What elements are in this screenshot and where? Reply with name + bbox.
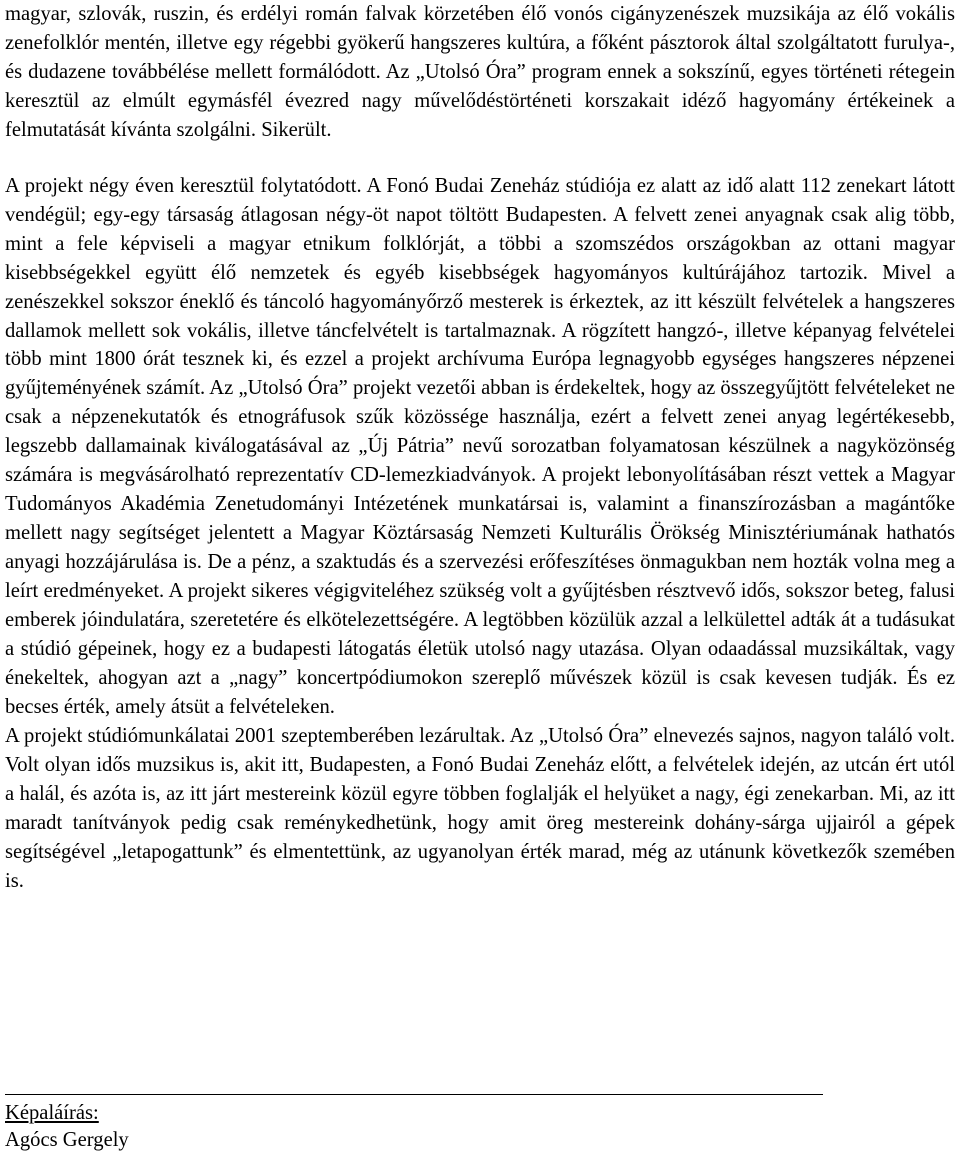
paragraph-3: A projekt stúdiómunkálatai 2001 szeptemberében lezárultak. Az „Utolsó Óra” elnevezés sajnos, nagyon találó volt. Volt olyan idős muzsikus is, akit itt, Budapesten, a Fonó Budai Zeneház előtt, a felvételek idején, az utcán ért utól a halál, és azóta is, az itt járt mestereink közül egyre többen foglalják el helyüket a nagy, égi zenekarban. Mi, az itt maradt tanítványok pedig csak reménykedhetünk, hogy amit öreg mestereink dohány-sárga ujjairól a gépek segítségével „letapogattunk” és elmentettünk, az ugyanolyan érték marad, még az utánunk következők szemében is.	[5, 724, 955, 892]
paragraph-gap	[5, 145, 955, 172]
document-body	[5, 0, 955, 896]
caption-label: Képaláírás:	[5, 1102, 99, 1124]
paragraph-2: A projekt négy éven keresztül folytatódott. A Fonó Budai Zeneház stúdiója ez alatt az idő alatt 112 zenekart látott vendégül; egy-egy társaság átlagosan négy-öt napot töltött Budapesten. A felvett zenei anyagnak csak alig több, mint a fele képviseli a magyar etnikum folklórját, a többi a szomszédos országokban az ottani magyar kisebbségekkel együtt élő nemzetek és egyéb kisebbségek hagyományos kultúrájához tartozik. Mivel a zenészekkel sokszor éneklő és táncoló hagyományőrző mesterek is érkeztek, az itt készült felvételek a hangszeres dallamok mellett sok vokális, illetve táncfelvételt is tartalmaznak. A rögzített hangzó-, illetve képanyag felvételei több mint 1800 órát tesznek ki, és ezzel a projekt archívuma Európa legnagyobb egységes hangszeres népzenei gyűjteményének számít. Az „Utolsó Óra” projekt vezetői abban is érdekeltek, hogy az összegyűjtött felvételeket ne csak a népzenekutatók és etnográfusok szűk közössége használja, ezért a felvett zenei anyag legértékesebb, legszebb dallamainak kiválogatásával az „Új Pátria” nevű sorozatban folyamatosan készülnek a nagyközönség számára is megvásárolható reprezentatív CD-lemezkiadványok. A projekt lebonyolításában részt vettek a Magyar Tudományos Akadémia Zenetudományi Intézetének munkatársai is, valamint a finanszírozásban a magántőke mellett nagy segítséget jelentett a Magyar Köztársaság Nemzeti Kulturális Örökség Minisztériumának hathatós anyagi hozzájárulása is. De a pénz, a szaktudás és a szervezési erőfeszítéses önmagukban nem hozták volna meg a leírt eredményeket. A projekt sikeres végigviteléhez szükség volt a gyűjtésben résztvevő idős, sokszor beteg, falusi emberek jóindulatára, szeretetére és elkötelezettségére. A legtöbben közülük azzal a lelkülettel adták át a tudásukat a stúdió gépeinek, hogy ez a budapesti látogatás életük utolsó nagy utazása. Olyan odaadással muzsikáltak, vagy énekeltek, ahogyan azt a „nagy” koncertpódiumokon szereplő művészek közül is csak kevesen tudják. És ez becses érték, amely átsüt a felvételeken.	[5, 174, 955, 718]
caption-author: Agócs Gergely	[5, 1129, 129, 1151]
caption-divider	[5, 1094, 823, 1095]
paragraph-1: magyar, szlovák, ruszin, és erdélyi román falvak körzetében élő vonós cigányzenészek muzsikája az élő vokális zenefolklór mentén, illetve egy régebbi gyökerű hangszeres kultúra, a főként pásztorok által szolgáltatott furulya-, és dudazene továbbélése mellett formálódott. Az „Utolsó Óra” program ennek a sokszínű, egyes történeti rétegein keresztül az elmúlt egymásfél évezred nagy művelődéstörténeti korszakait idéző hagyomány értékeinek a felmutatását kívánta szolgálni. Sikerült.	[5, 3, 955, 141]
